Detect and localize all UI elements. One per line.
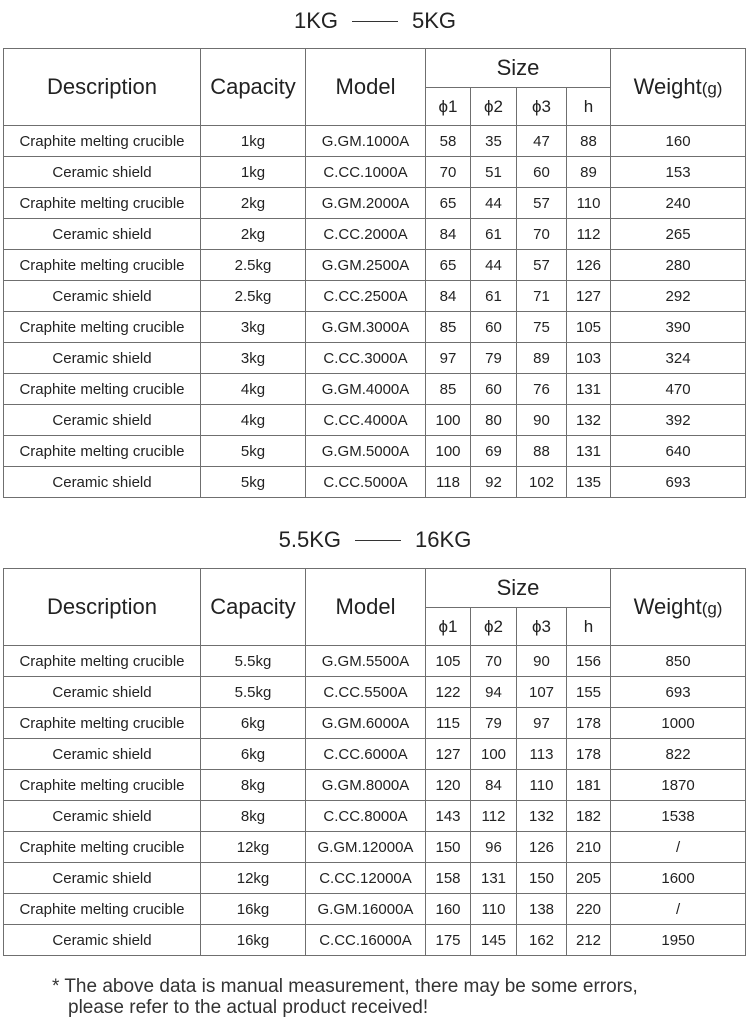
table-row [4, 188, 746, 219]
cell-d2: 80 [471, 405, 517, 436]
cell-d3: 107 [517, 677, 567, 708]
cell-model: C.CC.4000A [306, 405, 426, 436]
cell-model: G.GM.1000A [306, 126, 426, 157]
cell-model: C.CC.5000A [306, 467, 426, 498]
cell-capacity: 1kg [201, 126, 306, 157]
cell-weight: 850 [611, 646, 746, 677]
cell-description: Ceramic shield [4, 739, 201, 770]
cell-d3: 60 [517, 157, 567, 188]
cell-d1: 58 [426, 126, 471, 157]
range-start-label: 1KG [293, 8, 338, 33]
header-d3: ϕ3 [517, 608, 567, 646]
cell-d2: 145 [471, 925, 517, 956]
table-row [4, 250, 746, 281]
cell-weight: 160 [611, 126, 746, 157]
cell-d3: 162 [517, 925, 567, 956]
header-d3: ϕ3 [517, 88, 567, 126]
range-title-5-5kg-16kg [0, 527, 750, 553]
header-d2: ϕ2 [471, 88, 517, 126]
cell-description: Ceramic shield [4, 467, 201, 498]
header-description: Description [4, 49, 201, 126]
cell-model: G.GM.5500A [306, 646, 426, 677]
cell-h: 131 [567, 374, 611, 405]
cell-weight: 640 [611, 436, 746, 467]
cell-d1: 122 [426, 677, 471, 708]
cell-d2: 79 [471, 343, 517, 374]
cell-capacity: 12kg [201, 863, 306, 894]
cell-d2: 70 [471, 646, 517, 677]
cell-h: 220 [567, 894, 611, 925]
cell-d1: 85 [426, 312, 471, 343]
cell-model: C.CC.16000A [306, 925, 426, 956]
cell-d2: 44 [471, 188, 517, 219]
cell-capacity: 2.5kg [201, 250, 306, 281]
cell-model: G.GM.4000A [306, 374, 426, 405]
cell-d1: 175 [426, 925, 471, 956]
cell-weight: 265 [611, 219, 746, 250]
header-weight [611, 569, 746, 646]
range-dash [355, 540, 401, 541]
table-row [4, 894, 746, 925]
cell-d1: 158 [426, 863, 471, 894]
cell-d1: 97 [426, 343, 471, 374]
cell-weight: 1600 [611, 863, 746, 894]
cell-d3: 150 [517, 863, 567, 894]
cell-d1: 84 [426, 281, 471, 312]
header-h: h [567, 608, 611, 646]
table-row [4, 374, 746, 405]
cell-d3: 70 [517, 219, 567, 250]
cell-weight: 1950 [611, 925, 746, 956]
cell-capacity: 5.5kg [201, 646, 306, 677]
header-description: Description [4, 569, 201, 646]
cell-d2: 79 [471, 708, 517, 739]
cell-capacity: 3kg [201, 312, 306, 343]
cell-capacity: 6kg [201, 708, 306, 739]
cell-model: G.GM.5000A [306, 436, 426, 467]
cell-d2: 100 [471, 739, 517, 770]
header-capacity: Capacity [201, 569, 306, 646]
cell-model: G.GM.3000A [306, 312, 426, 343]
range-end-label: 5KG [412, 8, 457, 33]
cell-description: Craphite melting crucible [4, 188, 201, 219]
cell-d2: 84 [471, 770, 517, 801]
cell-description: Ceramic shield [4, 343, 201, 374]
header-d1: ϕ1 [426, 88, 471, 126]
cell-description: Craphite melting crucible [4, 708, 201, 739]
table-row [4, 739, 746, 770]
table-row [4, 405, 746, 436]
cell-d1: 120 [426, 770, 471, 801]
table-body-1 [4, 126, 746, 498]
spec-table-5-5kg-16kg [3, 568, 746, 956]
cell-capacity: 5.5kg [201, 677, 306, 708]
cell-d3: 76 [517, 374, 567, 405]
cell-description: Ceramic shield [4, 925, 201, 956]
cell-h: 182 [567, 801, 611, 832]
table-row [4, 219, 746, 250]
cell-description: Craphite melting crucible [4, 646, 201, 677]
header-weight-label: Weight [633, 594, 702, 619]
cell-capacity: 6kg [201, 739, 306, 770]
cell-weight: 470 [611, 374, 746, 405]
cell-weight: / [611, 832, 746, 863]
cell-d2: 112 [471, 801, 517, 832]
cell-description: Craphite melting crucible [4, 126, 201, 157]
cell-capacity: 16kg [201, 925, 306, 956]
cell-d2: 94 [471, 677, 517, 708]
table-row [4, 801, 746, 832]
cell-h: 110 [567, 188, 611, 219]
cell-capacity: 4kg [201, 405, 306, 436]
cell-h: 135 [567, 467, 611, 498]
cell-d2: 51 [471, 157, 517, 188]
cell-h: 131 [567, 436, 611, 467]
cell-description: Craphite melting crucible [4, 770, 201, 801]
cell-d1: 65 [426, 188, 471, 219]
cell-capacity: 16kg [201, 894, 306, 925]
table-row [4, 343, 746, 374]
header-weight-unit: (g) [701, 79, 723, 98]
header-model: Model [306, 49, 426, 126]
cell-capacity: 2kg [201, 188, 306, 219]
cell-d1: 65 [426, 250, 471, 281]
spec-table-1kg-5kg [3, 48, 746, 498]
cell-weight: 1870 [611, 770, 746, 801]
cell-d2: 60 [471, 312, 517, 343]
cell-d2: 92 [471, 467, 517, 498]
cell-weight: 292 [611, 281, 746, 312]
table-row [4, 677, 746, 708]
cell-weight: 1000 [611, 708, 746, 739]
range-dash [352, 21, 398, 22]
cell-d1: 127 [426, 739, 471, 770]
header-d2: ϕ2 [471, 608, 517, 646]
cell-capacity: 8kg [201, 801, 306, 832]
cell-d3: 97 [517, 708, 567, 739]
cell-capacity: 3kg [201, 343, 306, 374]
table-row [4, 863, 746, 894]
header-size: Size [426, 49, 611, 88]
header-weight-label: Weight [633, 74, 702, 99]
cell-d1: 115 [426, 708, 471, 739]
cell-d3: 88 [517, 436, 567, 467]
cell-d3: 90 [517, 646, 567, 677]
cell-capacity: 5kg [201, 467, 306, 498]
cell-d3: 90 [517, 405, 567, 436]
cell-capacity: 1kg [201, 157, 306, 188]
cell-model: C.CC.5500A [306, 677, 426, 708]
cell-h: 132 [567, 405, 611, 436]
header-h: h [567, 88, 611, 126]
table-row [4, 312, 746, 343]
cell-d3: 126 [517, 832, 567, 863]
cell-d3: 71 [517, 281, 567, 312]
cell-weight: 324 [611, 343, 746, 374]
cell-h: 156 [567, 646, 611, 677]
cell-h: 127 [567, 281, 611, 312]
cell-d1: 150 [426, 832, 471, 863]
cell-description: Craphite melting crucible [4, 312, 201, 343]
cell-d2: 110 [471, 894, 517, 925]
cell-description: Craphite melting crucible [4, 436, 201, 467]
cell-weight: 392 [611, 405, 746, 436]
cell-model: C.CC.1000A [306, 157, 426, 188]
cell-description: Craphite melting crucible [4, 832, 201, 863]
cell-capacity: 2.5kg [201, 281, 306, 312]
table-row [4, 281, 746, 312]
header-model: Model [306, 569, 426, 646]
cell-d1: 85 [426, 374, 471, 405]
cell-description: Ceramic shield [4, 281, 201, 312]
cell-h: 105 [567, 312, 611, 343]
cell-d2: 131 [471, 863, 517, 894]
table-row [4, 770, 746, 801]
cell-h: 89 [567, 157, 611, 188]
cell-model: C.CC.2000A [306, 219, 426, 250]
footnote-line-1: * The above data is manual measurement, there may be some errors, [52, 976, 638, 997]
cell-description: Ceramic shield [4, 405, 201, 436]
cell-d2: 44 [471, 250, 517, 281]
cell-description: Craphite melting crucible [4, 374, 201, 405]
cell-d3: 132 [517, 801, 567, 832]
cell-d2: 96 [471, 832, 517, 863]
cell-description: Ceramic shield [4, 677, 201, 708]
cell-d1: 105 [426, 646, 471, 677]
cell-h: 181 [567, 770, 611, 801]
cell-weight: 1538 [611, 801, 746, 832]
cell-d1: 118 [426, 467, 471, 498]
cell-weight: 153 [611, 157, 746, 188]
table-row [4, 925, 746, 956]
range-start-label: 5.5KG [278, 527, 342, 552]
cell-d3: 47 [517, 126, 567, 157]
cell-description: Craphite melting crucible [4, 250, 201, 281]
cell-weight: 280 [611, 250, 746, 281]
cell-model: G.GM.8000A [306, 770, 426, 801]
cell-d3: 89 [517, 343, 567, 374]
range-end-label: 16KG [415, 527, 472, 552]
cell-model: G.GM.2500A [306, 250, 426, 281]
cell-description: Craphite melting crucible [4, 894, 201, 925]
cell-h: 178 [567, 739, 611, 770]
cell-model: G.GM.16000A [306, 894, 426, 925]
cell-d2: 60 [471, 374, 517, 405]
cell-weight: 693 [611, 467, 746, 498]
cell-h: 126 [567, 250, 611, 281]
table-row [4, 708, 746, 739]
cell-model: G.GM.12000A [306, 832, 426, 863]
cell-model: C.CC.6000A [306, 739, 426, 770]
table-row [4, 436, 746, 467]
cell-weight: 390 [611, 312, 746, 343]
cell-d3: 57 [517, 250, 567, 281]
cell-weight: 822 [611, 739, 746, 770]
cell-d3: 102 [517, 467, 567, 498]
cell-h: 103 [567, 343, 611, 374]
cell-d3: 113 [517, 739, 567, 770]
cell-description: Ceramic shield [4, 219, 201, 250]
cell-d3: 110 [517, 770, 567, 801]
cell-description: Ceramic shield [4, 801, 201, 832]
cell-model: G.GM.2000A [306, 188, 426, 219]
cell-d1: 70 [426, 157, 471, 188]
table-row [4, 126, 746, 157]
cell-capacity: 4kg [201, 374, 306, 405]
cell-d2: 61 [471, 219, 517, 250]
cell-d1: 143 [426, 801, 471, 832]
cell-weight: 240 [611, 188, 746, 219]
cell-d3: 57 [517, 188, 567, 219]
table-body-2 [4, 646, 746, 956]
header-capacity: Capacity [201, 49, 306, 126]
cell-model: C.CC.3000A [306, 343, 426, 374]
cell-d2: 35 [471, 126, 517, 157]
cell-capacity: 2kg [201, 219, 306, 250]
table-row [4, 646, 746, 677]
footnote [0, 976, 750, 1018]
header-size: Size [426, 569, 611, 608]
header-weight-unit: (g) [701, 599, 723, 618]
cell-weight: 693 [611, 677, 746, 708]
cell-description: Ceramic shield [4, 157, 201, 188]
range-title-1kg-5kg [0, 8, 750, 34]
cell-d3: 138 [517, 894, 567, 925]
header-weight [611, 49, 746, 126]
cell-d1: 84 [426, 219, 471, 250]
cell-h: 212 [567, 925, 611, 956]
cell-d3: 75 [517, 312, 567, 343]
cell-h: 88 [567, 126, 611, 157]
cell-d2: 61 [471, 281, 517, 312]
cell-model: C.CC.2500A [306, 281, 426, 312]
cell-description: Ceramic shield [4, 863, 201, 894]
table-row [4, 157, 746, 188]
cell-model: G.GM.6000A [306, 708, 426, 739]
cell-d1: 100 [426, 405, 471, 436]
cell-weight: / [611, 894, 746, 925]
cell-capacity: 12kg [201, 832, 306, 863]
footnote-line-2: please refer to the actual product received! [68, 997, 429, 1018]
cell-capacity: 8kg [201, 770, 306, 801]
cell-capacity: 5kg [201, 436, 306, 467]
cell-d2: 69 [471, 436, 517, 467]
cell-d1: 160 [426, 894, 471, 925]
header-d1: ϕ1 [426, 608, 471, 646]
cell-h: 155 [567, 677, 611, 708]
table-row [4, 832, 746, 863]
cell-model: C.CC.12000A [306, 863, 426, 894]
cell-model: C.CC.8000A [306, 801, 426, 832]
cell-h: 210 [567, 832, 611, 863]
cell-h: 112 [567, 219, 611, 250]
cell-h: 178 [567, 708, 611, 739]
table-row [4, 467, 746, 498]
cell-d1: 100 [426, 436, 471, 467]
cell-h: 205 [567, 863, 611, 894]
